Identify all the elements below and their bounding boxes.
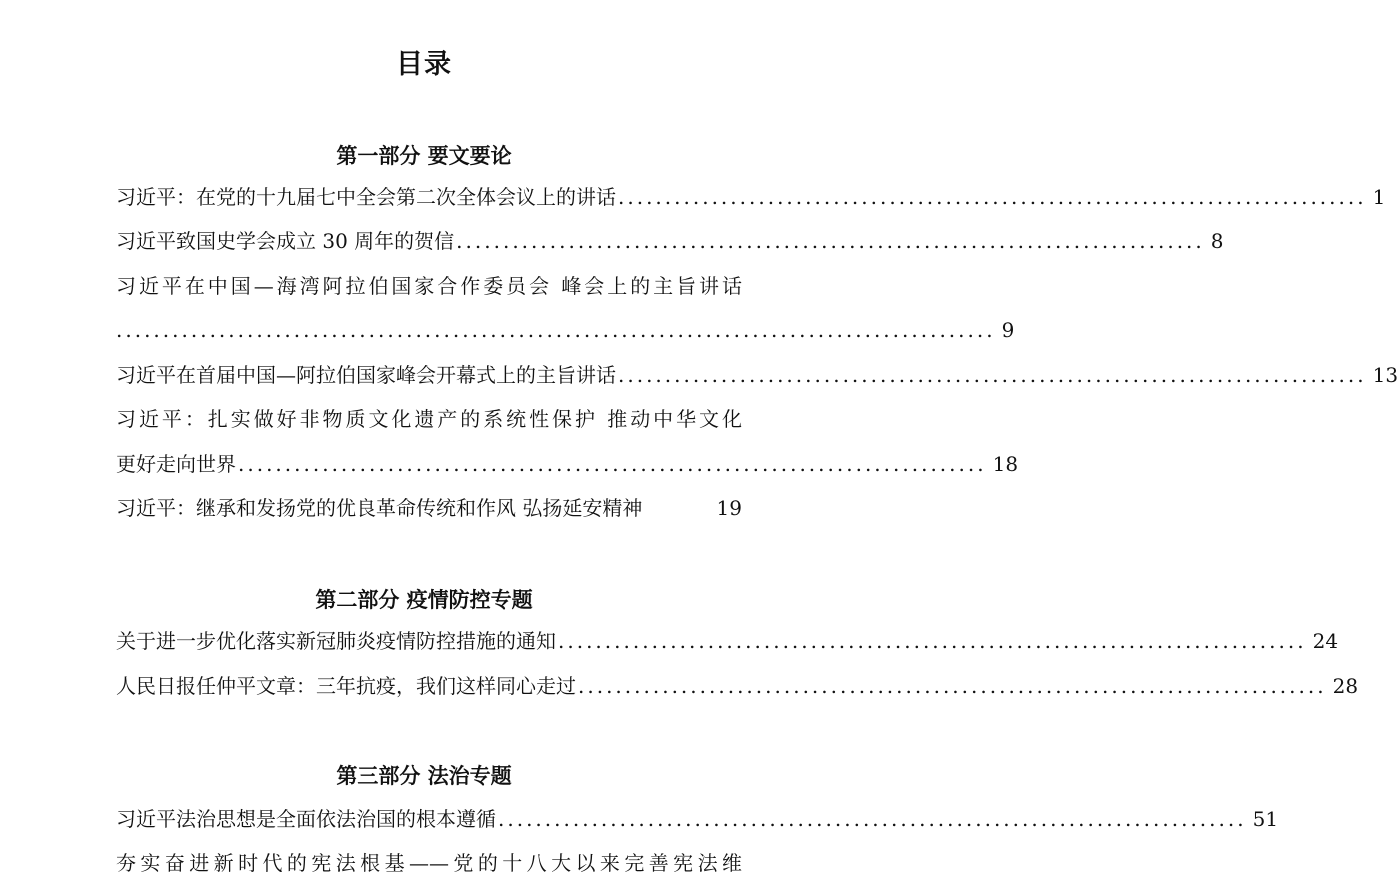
toc-entry-text-line1[interactable]: 夯实奋进新时代的宪法根基——党的十八大以来完善宪法维 [116,851,742,875]
toc-entry[interactable] [116,226,1224,256]
toc-page-number: 9 [1001,318,1015,342]
toc-page-number: 28 [1332,674,1359,698]
toc-page-number: 51 [1252,807,1279,831]
section-heading-2: 第二部分 疫情防控专题 [315,588,533,612]
toc-leader-dots: ................................................................................ [618,185,1367,209]
toc-entry-text: 习近平：在党的十九届七中全会第二次全体会议上的讲话 [116,185,616,209]
toc-page-number: 13 [1372,363,1398,387]
section-heading-3: 第三部分 法治专题 [336,764,512,788]
toc-leader-dots: ................................................................................ [498,807,1247,831]
toc-entry-text: 关于进一步优化落实新冠肺炎疫情防控措施的通知 [116,629,556,653]
toc-entry-text: 习近平：继承和发扬党的优良革命传统和作风 弘扬延安精神 [116,496,643,520]
toc-entry-text-line1[interactable]: 习近平在中国—海湾阿拉伯国家合作委员会 峰会上的主旨讲话 [116,274,742,298]
toc-entry[interactable] [116,493,742,523]
toc-page-number: 24 [1312,629,1339,653]
toc-entry[interactable] [116,182,1386,212]
toc-entry[interactable] [116,804,1279,834]
toc-entry-text-line1[interactable]: 习近平：扎实做好非物质文化遗产的系统性保护 推动中华文化 [116,407,742,431]
toc-leader-dots: .............................................................................................. [116,318,996,342]
page-title: 目录 [396,49,452,80]
toc-entry-continuation[interactable] [116,315,1015,345]
toc-entry[interactable] [116,671,1359,701]
toc-page-number: 1 [1372,185,1386,209]
toc-entry-text: 习近平在首届中国—阿拉伯国家峰会开幕式上的主旨讲话 [116,363,616,387]
toc-page-number: 8 [1210,229,1224,253]
toc-page-number: 18 [992,452,1019,476]
toc-entry-continuation[interactable] [116,449,1019,479]
toc-leader-dots: ................................................................................ [456,229,1205,253]
toc-entry-text: 人民日报任仲平文章：三年抗疫，我们这样同心走过 [116,674,576,698]
toc-page-number: 19 [716,496,742,520]
toc-entry-text: 习近平法治思想是全面依法治国的根本遵循 [116,807,496,831]
toc-leader-dots: ................................................................................ [558,629,1307,653]
section-heading-1: 第一部分 要文要论 [336,144,512,168]
toc-entry-text-line2: 更好走向世界 [116,452,236,476]
toc-entry-text: 习近平致国史学会成立 30 周年的贺信 [116,229,455,253]
toc-leader-dots: ................................................................................ [618,363,1367,387]
toc-leader-dots: ................................................................................ [578,674,1327,698]
toc-leader-dots: ................................................................................ [238,452,987,476]
toc-entry[interactable] [116,360,1398,390]
toc-entry[interactable] [116,626,1339,656]
